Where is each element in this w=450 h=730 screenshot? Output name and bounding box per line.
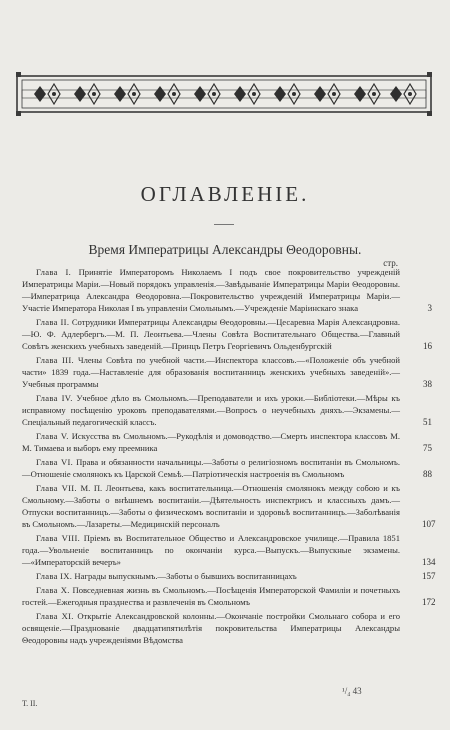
chapter-label: Глава II. [36, 317, 70, 327]
page-number: 134 [422, 557, 436, 567]
toc-entry[interactable] [22, 392, 432, 430]
toc-entry[interactable] [22, 482, 436, 532]
toc-entry[interactable] [22, 266, 432, 316]
toc-entry[interactable] [22, 354, 432, 392]
chapter-label: Глава I. [36, 267, 72, 277]
page-title: ОГЛАВЛЕНІЕ. [140, 182, 310, 206]
chapter-description: Права и обязанности начальницы.—Заботы о религіозномъ воспитаніи въ Смольномъ.—Отношеніе смолянокъ къ Царской Семьѣ.—Патріотическія настроенія въ Смольномъ [22, 457, 400, 479]
toc-entry[interactable] [22, 430, 432, 456]
toc-entry[interactable] [22, 584, 436, 610]
chapter-label: Глава V. [36, 431, 69, 441]
page-number: 88 [423, 469, 432, 479]
chapter-description: Повседневная жизнь въ Смольномъ.—Посѣщенія Императорской Фамиліи и почетныхъ гостей.—Ежегодныя празднества и развлеченія въ Смольномъ [22, 585, 400, 607]
chapter-label: Глава VII. [36, 483, 77, 493]
page-number: 75 [423, 443, 432, 453]
toc-entry[interactable] [22, 456, 432, 482]
section-subtitle: Время Императрицы Александры Θеодоровны. [88, 242, 362, 257]
chapter-description: Учебное дѣло въ Смольномъ.—Преподаватели и ихъ уроки.—Библіотеки.—Мѣры къ исправному посѣщенію уроковъ преподавателями.—Вопросъ о неучебныхъ дняхъ.—Экзамены.—Спеціальный педагогическій классъ. [22, 393, 401, 427]
toc-entry[interactable] [22, 610, 400, 648]
chapter-label: Глава XI. [36, 611, 74, 621]
chapter-label: Глава VIII. [36, 533, 81, 543]
chapter-description: Сотрудники Императрицы Александры Θеодоровны.—Цесаревна Марія Александровна.—Ю. Ф. Адлербергъ.—М. П. Леонтьева.—Члены Совѣта Воспитательнаго Общества.—Главный Совѣтъ женскихъ учебныхъ заведеній.—Принцъ Петръ Георгіевичъ Ольденбургскій [22, 317, 400, 351]
chapter-label: Глава IX. [36, 571, 73, 581]
chapter-description: Члены Совѣта по учебной части.—Инспектора классовъ.—«Положеніе объ учебной части» 1839 года.—Наставленіе для образованія воспитанницъ женскихъ учебныхъ заведеній».—Учебныя программы [22, 355, 400, 389]
page-number: 38 [423, 379, 432, 389]
toc-entry[interactable] [22, 532, 436, 570]
page-number: 107 [422, 519, 436, 529]
title-divider [214, 224, 234, 225]
toc-entry[interactable] [22, 316, 432, 354]
chapter-description: М. П. Леонтьева, какъ воспитательница.—Отношенія смолянокъ между собою и къ Смольному.—Заботы о внѣшнемъ воспитаніи.—Дѣятельность инспектрисъ и классныхъ дамъ.—Отпуски воспитанницъ.—Заботы о физическомъ воспитаніи и здоровьѣ воспитанницъ.—Заболѣванія въ Смольномъ.—Лазареты.—Медицинскій персоналъ [22, 483, 401, 529]
chapter-description: Искусства въ Смольномъ.—Рукодѣлія и домоводство.—Смерть инспектора классовъ М. М. Тимаева и выборъ ему преемника [22, 431, 400, 453]
chapter-description: Принятіе Императоромъ Николаемъ I подъ свое покровительство учрежденій Императрицы Маріи.—Новый порядокъ управленія.—Завѣдываніе Императрицы Маріи Θеодоровны.—Императрица Александра Θеодоровна.—Покровительство учрежденій Императрицы Маріи.—Участіе Императора Николая I въ управленіи Смольнымъ.—Учрежденіе Маріинскаго знака [22, 267, 400, 313]
chapter-label: Глава IV. [36, 393, 73, 403]
chapter-label: Глава III. [36, 355, 74, 365]
page-number: 157 [422, 571, 436, 581]
chapter-label: Глава VI. [36, 457, 74, 467]
toc-entry[interactable] [22, 570, 436, 584]
page-number: 51 [423, 417, 432, 427]
page-number: 172 [422, 597, 436, 607]
ornamental-header-band [16, 72, 432, 116]
signature-mark: ¹/₄ 43 [342, 686, 362, 696]
chapter-description: Награды выпускнымъ.—Заботы о бывшихъ воспитанницахъ [74, 571, 297, 581]
volume-mark: Т. II. [22, 699, 38, 708]
chapter-description: Пріемъ въ Воспитательное Общество и Александровское училище.—Правила 1851 года.—Увольненіе воспитанницъ по окончаніи курса.—Выпускъ.—Выпускные экзамены.—«Императорскій вечеръ» [22, 533, 401, 567]
chapter-description: Открытіе Александровской колонны.—Окончаніе постройки Смольнаго собора и его освященіе.—Празднованіе двадцатипятилѣтія покровительства Императрицы Александры Θеодоровны надъ учрежденіями Вѣдомства [22, 611, 400, 645]
page-number: 16 [423, 341, 432, 351]
page-column-label: стр. [383, 258, 398, 268]
ornament-icon [16, 72, 432, 116]
page-number: 3 [427, 303, 432, 313]
table-of-contents [22, 266, 436, 648]
chapter-label: Глава X. [36, 585, 70, 595]
